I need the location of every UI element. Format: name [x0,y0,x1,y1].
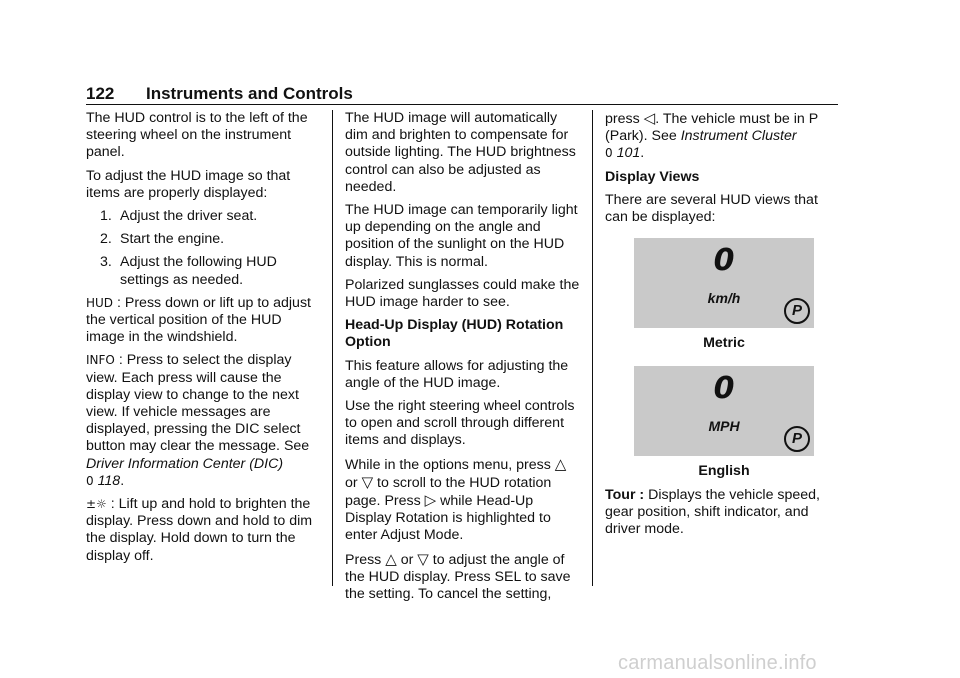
list-item [100,254,322,288]
column-divider [332,110,333,586]
list-number: 2. [100,231,112,248]
paragraph [345,551,581,604]
text: press [605,111,644,127]
list-text: Adjust the driver seat. [120,208,258,225]
paragraph: The HUD control is to the left of the steering wheel on the instrument panel. [86,110,308,161]
hud-text: : Press down or lift up to adjust the vertical position of the HUD image in the windshield. [86,294,311,346]
text: to scroll to the HUD rotation page. Press [345,474,552,510]
page-ref-icon: 0 [605,146,613,161]
up-arrow-icon: △ [554,454,567,473]
text: While in the options menu, press [345,456,555,473]
header-rule [86,104,838,105]
paragraph: Use the right steering wheel controls to open and scroll through different items and displays. [345,398,575,449]
park-gear-icon: P [784,298,810,324]
speed-unit: MPH [708,418,740,435]
speed-readout: 0 [713,371,735,407]
up-arrow-icon: △ [385,549,397,568]
text: to adjust the angle of the HUD display. Press SEL to save the setting. To cancel the setting, [345,551,571,603]
paragraph: To adjust the HUD image so that items are properly displayed: [86,167,291,201]
instrument-cluster-link[interactable]: Instrument Cluster [680,128,797,145]
down-arrow-icon: ▽ [417,549,429,568]
park-gear-icon: P [784,426,810,452]
list-text: Start the engine. [120,231,225,248]
paragraph: This feature allows for adjusting the angle of the HUD image. [345,357,569,391]
list-item [100,231,322,248]
metric-hud-image [634,238,814,328]
text: while Head-Up Display Rotation is highlighted to enter Adjust Mode. [345,493,551,544]
page-ref[interactable]: 118 [93,472,121,489]
column-3 [605,110,837,544]
paragraph [605,487,837,539]
speed-readout: 0 [713,243,735,279]
speed-unit: km/h [707,290,741,307]
text: or [396,551,418,568]
paragraph [345,456,581,545]
section-heading: Head-Up Display (HUD) Rotation Option [345,317,564,351]
watermark: carmanualsonline.info [618,652,817,674]
page-ref[interactable]: 101 [612,145,641,162]
down-arrow-icon: ▽ [361,472,374,491]
page-header [86,84,353,104]
tour-label: Tour : [605,486,645,503]
paragraph: The HUD image will automatically dim and brighten to compensate for outside lighting. The HUD brightness control can also be adjusted as needed. [345,110,576,195]
text: . The vehicle must be in P (Park). See [605,111,818,145]
list-number: 3. [100,254,112,271]
paragraph: The HUD image can temporarily light up depending on the angle and position of the sunlight on the HUD display. This is normal. [345,202,578,270]
right-arrow-icon: ▷ [424,491,437,510]
list-text: Adjust the following HUD settings as needed. [120,254,277,288]
list-number: 1. [100,208,112,225]
brightness-control-description [86,496,322,565]
hud-icon: HUD [86,295,114,310]
dic-link[interactable]: Driver Information Center (DIC) [86,455,284,472]
paragraph: There are several HUD views that can be displayed: [605,191,818,226]
brightness-text: : Lift up and hold to brighten the display. Press down and hold to dim the display. Hold down to turn the display off. [86,496,313,564]
section-title: Instruments and Controls [146,84,353,103]
tour-text: Displays the vehicle speed, gear position, shift indicator, and driver mode. [605,486,821,538]
info-text: : Press to select the display view. Each press will cause the display view to change to the next view. If vehicle messages are displayed, pressing the DIC select button may clear the message. See [86,352,310,455]
figure-caption: Metric [703,335,745,352]
column-divider [592,110,593,586]
period: . [120,472,125,489]
info-control-description [86,352,322,490]
column-2 [345,110,581,609]
paragraph: Polarized sunglasses could make the HUD image harder to see. [345,276,580,311]
page-number: 122 [86,84,115,103]
info-icon: INFO [86,353,115,368]
section-heading: Display Views [605,168,700,185]
text: Press [345,551,386,568]
text: or [345,474,362,491]
left-arrow-icon: ◁ [643,109,656,127]
list-item [100,208,322,225]
english-hud-image [634,366,814,456]
page-ref-icon: 0 [86,473,94,488]
paragraph [605,110,837,163]
brightness-icon: ±☼ [86,497,107,512]
period: . [640,145,645,162]
hud-control-description [86,295,322,347]
figure-caption: English [698,463,750,480]
column-1 [86,110,322,571]
